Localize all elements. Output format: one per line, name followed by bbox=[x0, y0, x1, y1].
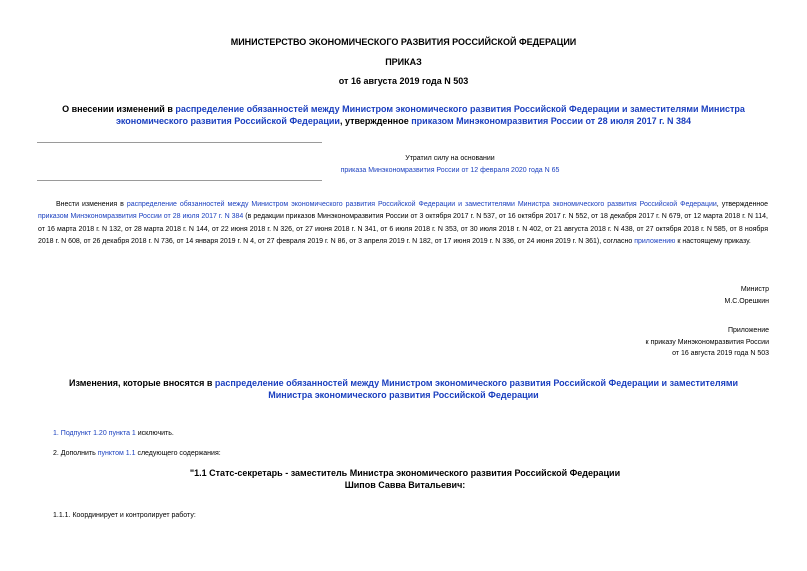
changes-prefix: Изменения, которые вносятся в bbox=[68, 378, 215, 388]
annex-line-1: Приложение bbox=[727, 327, 769, 334]
repeal-link[interactable]: приказа Минэкономразвития России от 12 февраля 2020 года N 65 bbox=[340, 167, 560, 174]
changes-heading bbox=[50, 377, 757, 401]
repeal-note: Утратил силу на основании bbox=[405, 155, 495, 162]
document-date-number: от 16 августа 2019 года N 503 bbox=[338, 76, 469, 86]
signatory-title: Министр bbox=[740, 286, 769, 293]
body-text-4: к настоящему приказу. bbox=[675, 238, 751, 246]
subject-middle: , утвержденное bbox=[339, 116, 412, 126]
item-1-link[interactable]: 1. Подпункт 1.20 пункта 1 bbox=[53, 430, 136, 437]
item-2-text-2: следующего содержания: bbox=[135, 450, 221, 457]
order-subject bbox=[50, 103, 757, 127]
divider-top bbox=[37, 142, 322, 143]
item-1 bbox=[53, 430, 174, 437]
subject-prefix: О внесении изменений в bbox=[62, 104, 176, 114]
item-2 bbox=[53, 450, 221, 457]
inserted-clause-heading bbox=[180, 467, 630, 491]
body-text-1: Внести изменения в bbox=[56, 201, 127, 208]
signatory-name: М.С.Орешкин bbox=[724, 298, 769, 305]
repeal-link-wrap bbox=[250, 165, 650, 177]
body-link-distribution[interactable]: распределение обязанностей между Министром экономического развития Российской Федерации и заместителями Министра экономического развития Российской Федерации bbox=[126, 201, 717, 208]
subject-link-distribution[interactable]: распределение обязанностей между Министром экономического развития Российской Федерации и заместителями Министра экономического развития Российской Федерации bbox=[115, 104, 745, 126]
body-link-annex[interactable]: приложению bbox=[634, 238, 676, 246]
body-text-2: , утвержденное bbox=[716, 201, 769, 208]
annex-line-2: к приказу Минэкономразвития России bbox=[645, 338, 769, 346]
order-body-paragraph bbox=[38, 199, 768, 249]
changes-link-distribution[interactable]: распределение обязанностей между Министром экономического развития Российской Федерации и заместителями Министра экономического развития Российской Федерации bbox=[214, 378, 739, 400]
body-link-order-384[interactable]: приказом Минэкономразвития России от 28 июля 2017 г. N 384 bbox=[38, 213, 244, 221]
item-2-text-1: 2. Дополнить bbox=[53, 450, 98, 457]
clause-heading-line-2: Шипов Савва Витальевич: bbox=[344, 480, 466, 490]
annex-header bbox=[646, 325, 769, 360]
item-2-link[interactable]: пунктом 1.1 bbox=[97, 450, 136, 457]
divider-bottom bbox=[37, 180, 322, 181]
ministry-title: МИНИСТЕРСТВО ЭКОНОМИЧЕСКОГО РАЗВИТИЯ РОССИЙСКОЙ ФЕДЕРАЦИИ bbox=[230, 37, 577, 47]
annex-line-3: от 16 августа 2019 года N 503 bbox=[672, 350, 769, 357]
subject-link-order-384[interactable]: приказом Минэкономразвития России от 28 июля 2017 г. N 384 bbox=[411, 116, 692, 126]
item-1-1-1: 1.1.1. Координирует и контролирует работу: bbox=[53, 512, 196, 519]
body-text-3: (в редакции приказов Минэкономразвития России от 3 октября 2017 г. N 537, от 16 октября 2017 г. N 552, от 18 декабря 2017 г. N 679, от 12 марта 2018 г. N 114, от 16 марта 2018 г. N 132, от 28 марта 2018 г. N 144, от 22 июня 2018 г. N 326, от 27 июня 2018 г. N 341, от 6 июля 2018 г. N 353, от 30 июля 2018 г. N 402, от 21 августа 2018 г. N 438, от 27 октября 2018 г. N 585, от 8 ноября 2018 г. N 608, от 26 декабря 2018 г. N 736, от 14 января 2019 г. N 4, от 27 февраля 2019 г. N 86, от 3 апреля 2019 г. N 182, от 17 июня 2019 г. N 336, от 24 июня 2019 г. N 361), согласно bbox=[38, 213, 768, 246]
clause-heading-line-1: "1.1 Статс-секретарь - заместитель Министра экономического развития Российской Федерации bbox=[189, 468, 621, 478]
item-1-text: исключить. bbox=[135, 430, 174, 437]
document-type: ПРИКАЗ bbox=[385, 57, 422, 67]
